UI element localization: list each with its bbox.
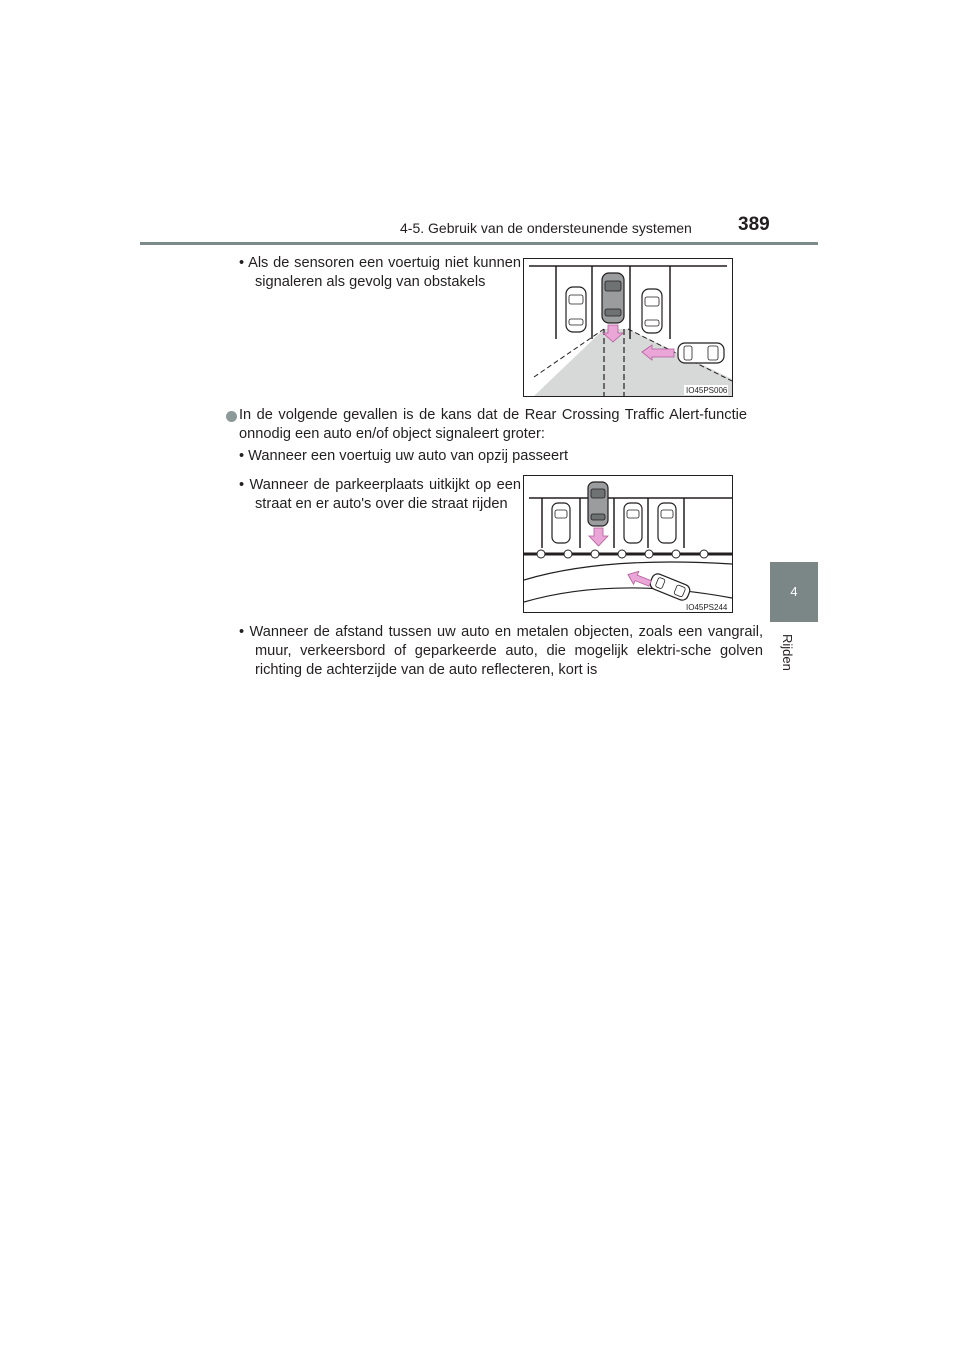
figure-parking-obstacles [523, 258, 733, 397]
figure-code: IO45PS006 [686, 386, 728, 395]
chapter-label [780, 634, 807, 694]
section-title: 4-5. Gebruik van de ondersteunende systemen [400, 220, 692, 236]
figure-code: IO45PS244 [686, 603, 728, 612]
section-bullet-icon [226, 411, 237, 422]
parking-street-illustration [524, 476, 732, 612]
header-divider [140, 242, 818, 245]
bullet-item: • Wanneer de parkeerplaats uitkijkt op een straat en er auto's over die straat rijden [239, 477, 521, 512]
bullet-item: • Als de sensoren een voertuig niet kunnen signaleren als gevolg van obstakels [239, 255, 521, 290]
chapter-number: 4 [790, 584, 798, 599]
chapter-tab[interactable] [770, 562, 818, 622]
parking-obstacles-illustration [524, 259, 732, 396]
page-number: 389 [738, 214, 770, 235]
paragraph-main: In de volgende gevallen is de kans dat de Rear Crossing Traffic Alert-functie onnodig een auto en/of object signaleert groter: [239, 407, 747, 442]
chapter-label-text: Rijden [780, 634, 795, 671]
figure-parking-street [523, 475, 733, 613]
bullet-item: • Wanneer de afstand tussen uw auto en metalen objecten, zoals een vangrail, muur, verkeersbord of geparkeerde auto, die mogelijk elektri-sche golven richting de achterzijde van de auto reflecteren, kort is [239, 624, 763, 678]
bullet-item: • Wanneer een voertuig uw auto van opzij passeert [239, 448, 569, 464]
